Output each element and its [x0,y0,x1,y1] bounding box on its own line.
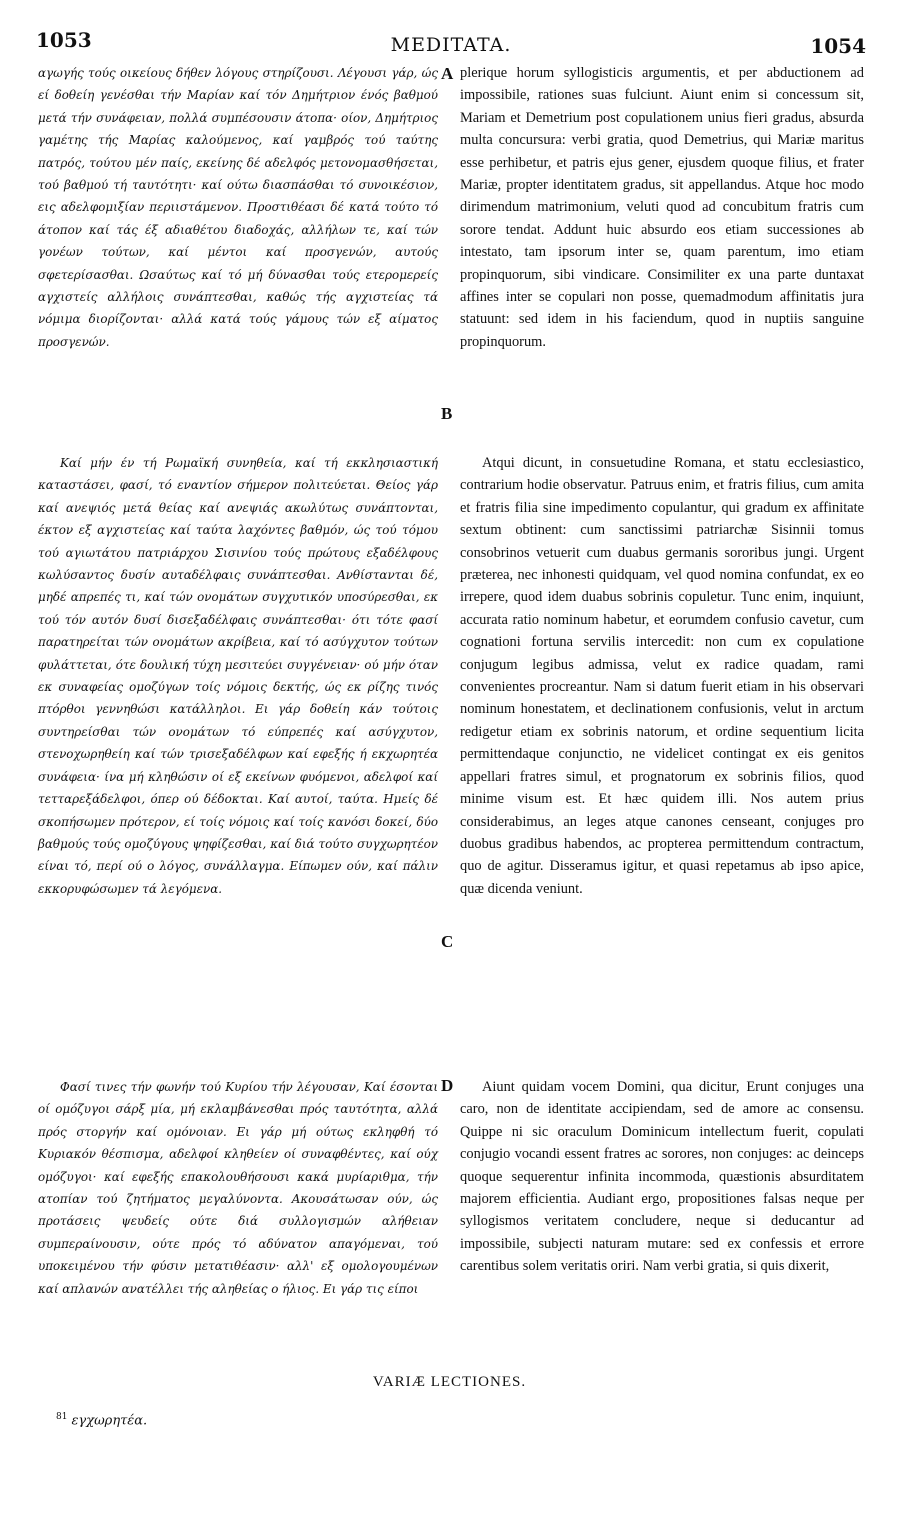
variae-lectiones-heading: VARIÆ LECTIONES. [372,1374,527,1390]
margin-marker-a: A [441,64,454,83]
variant-footnote [56,1412,147,1428]
margin-marker-d: D [441,1076,454,1095]
greek-paragraph-2: Καί μήν έν τή Ρωμαϊκή συνηθεία, καί τή εκκλησιαστική καταστάσει, φασί, τό εναντίον σήμερον πολιτεύεται. Θείος γάρ καί ανεψιός μετά θείας καί ανεψιάς ακωλύτως συνάπτονται, έκτον εξ αγχιστείας καί ταύτα λαχόντες βαθμόν, ώς τού τόμου τού αγιωτάτου πατριάρχου Σισινίου τούς πρώτους εξαδέλφους κωλύσαντος δυσίν αυταδέλφαις συνάπτεσθαι. Ανθίστανται δέ, μηδέ απρεπές τι, καί τών ονομάτων συγχυτικόν υποσύρεσθαι, εκ τού τόν αυτόν δυσί δισεξαδέλφαις συνάπτεσθαι· ότι τότε φασί παρατηρείται τών ονομάτων ακρίβεια, καί τό ασύγχυτον τούτων φυλάττεται, ότε δουλική τύχη μεσιτεύει συγγένειαν· ού μήν όταν εκ συναφείας ομοζύγων τοίς νόμοις δεκτής, ώς εκ ρίζης τινός πτόρθοι γεννηθώσι κατάλληλοι. Ει γάρ δοθείη κάν τούτοις συντηρείσθαι τών ονομάτων τό εύπρεπές καί ασύγχυτον, στενοχωρηθείη καί τών τρισεξαδέλφων καί εφεξής ή εκχωρητέα συνάφεια· ίνα μή κληθώσιν οί εξ εκείνων φυόμενοι, αδελφοί καί τετταρεξάδελφοι, όπερ ού δέδοκται. Καί αυτοί, ταύτα. Ημείς δέ σκοπήσωμεν πρότερον, εί τοίς νόμοις καί τοίς κανόσι δοκεί, δύο βαθμούς τούς ομοζύγους ψηφίζεσθαι, καί διά τούτο συγχωρητέον είναι τό, περί ού ο λόγος, συνάλλαγμα. Είπωμεν ούν, καί πάλιν εκκορυφώσωμεν τά λεγόμενα. [38,456,438,896]
latin-paragraph-2: Atqui dicunt, in consuetudine Romana, et statu ecclesiastico, contrarium hodie observatur. Patruus enim, et fratris filius, cum amita et fratris filia sine impedimento copulantur, qui gradum ex affinitate sextum obtinent: cum sanctissimi patriarchæ Sisinnii tomus consobrinos vetuerit cum duabus germanis sororibus jungi. Urgent præterea, nec inhonesti quidquam, vel quod nomina confundat, ex eo irrepere, quod idem duabus sobrinis copuletur. Tunc enim, inquiunt, accurata ratio nominum habetur, et eorumdem confusio cavetur, cum cognationi fortuna servilis intercedit: non cum ex copulatione conjugum legibus admissa, velut ex radice quadam, rami convenientes procreantur. Nam si datum fuerit etiam in his observari nominum honestatem, et declinationem confusionis, velut in arctum redigetur etiam ex sobrinis natorum, et ordine sequentium licita permittendaque conjunctio, ne videlicet contingat ex eis genitos appellari fratres simul, et prognatorum ex sobrinis filios, quod minime visum est. Et hæc quidem illi. Nos autem prius considerabimus, an leges atque canones censeant, conjuges pro duobus gradibus habendos, ac propterea permittendum contractum, quo de agitur. Disseramus igitur, et quasi repetamus ab ipso apice, quæ dicenda veniunt. [460,455,864,897]
page-number-left: 1053 [36,28,92,52]
footnote-marker: 81 [56,1412,68,1422]
running-title: MEDITATA. [390,34,512,56]
latin-paragraph-3: Aiunt quidam vocem Domini, qua dicitur, Erunt conjuges una caro, non de identitate accipiendam, sed de amore ac consensu. Quippe ni sic oraculum Dominicum intellectum fuerit, copulati conjugio vocandi essent fratres ac sorores, non conjuges: ac deinceps quoque sequerentur infinita incommoda, quæstionis absurditatem majorem efficientia. Audiant ergo, propositiones falsas neque per syllogismos veritatem concludere, neque si deducantur ad impossibile, subjecti naturam mutare: sed ex confessis et errore carentibus solem veritatis oriri. Nam verbi gratia, si quis dixerit, [460,1079,864,1275]
margin-marker-b: B [441,404,453,423]
greek-paragraph-1: αγωγής τούς οικείους δήθεν λόγους στηρίζουσι. Λέγουσι γάρ, ώς εί δοθείη γενέσθαι τήν Μαρίαν καί τόν Δημήτριον ένός βαθμού μετά τήν συνάφειαν, πολλά συμπέσουσιν άτοπα· οίον, Δημήτριος γαμέτης τής Μαρίας καλούμενος, καί γαμβρός τού ταύτης πατρός, τούτου μέν παίς, εκείνης δέ αδελφός μετονομασθήσεται, τού βαθμού τή ταυτότητι· καί ούτω διασπάσθαι τό συνοικέσιον, εις αδελφομιξίαν περιιστάμενον. Προστιθέασι δέ κατά τούτο τό άτοπον καί τάς έξ αδιαθέτου διαδοχάς, αλλήλων τε, καί τών γονέων τούτων, καί μέντοι καί προσγενών, αυτούς σφετερίσασθαι. Ωσαύτως καί τό μή δύνασθαι τούς ετερομερείς αγχιστείς αλλήλοις συνάπτεσθαι, καθώς τής αγχιστείας τά νόμιμα διορίζονται· αλλά κατά τούς γάμους τών εξ αίματος προσγενών. [38,66,438,349]
page-header [36,28,866,58]
greek-paragraph-3: Φασί τινες τήν φωνήν τού Κυρίου τήν λέγουσαν, Καί έσονται οί ομόζυγοι σάρξ μία, μή εκλαμβάνεσθαι πρός ταυτότητα, αλλά πρός στοργήν καί ομόνοιαν. Ει γάρ μή ούτως εκληφθή τό Κυριακόν θέσπισμα, αδελφοί κληθείεν οί συναφθέντες, καί ούχ ομόζυγοι· καί εφεξής επακολουθήσουσι κακά μυρίαριθμα, τήν ατοπίαν τού ζητήματος μεγαλύνοντα. Ακουσάτωσαν ούν, ώς προτάσεις ψευδείς ούτε διά συλλογισμών αλήθειαν συμπεραίνουσιν, ούτε πρός τό αδύνατον απαγόμεναι, τού υποκειμένου τήν φύσιν μετατιθέασιν· αλλ' εξ ομολογουμένων καί απλανών ανατέλλει τής αληθείας ο ήλιος. Ει γάρ τις είποι [38,1080,438,1296]
margin-marker-c: C [441,932,454,951]
latin-paragraph-1: plerique horum syllogisticis argumentis, et per abductionem ad impossibile, rationes suas fulciunt. Aiunt enim si concessum sit, Mariam et Demetrium post copulationem unius fieri gradus, absurda multa concursura: verbi gratia, quod Demetrius, qui Mariæ maritus esse perhibetur, et patris ejus gener, ejusdem quoque filius, et frater Mariæ, propter identitatem gradus, sit appellandus. Atque hoc modo dirimendum matrimonium, veluti quod ad concubitum fratris cum sorore tendat. Addunt huic absurdo eos etiam successiones ab intestato, tam ipsorum inter se, quam parentum, imo etiam propinquorum, sibi vindicare. Consimiliter ex una parte duntaxat affines inter se copulari non posse, quemadmodum affinitatis jura statuunt: sed idem in his faciendum, quod in nuptiis sanguine propinquorum. [460,65,864,350]
footnote-text: εγχωρητέα. [71,1413,148,1429]
page-number-right: 1054 [810,34,866,58]
